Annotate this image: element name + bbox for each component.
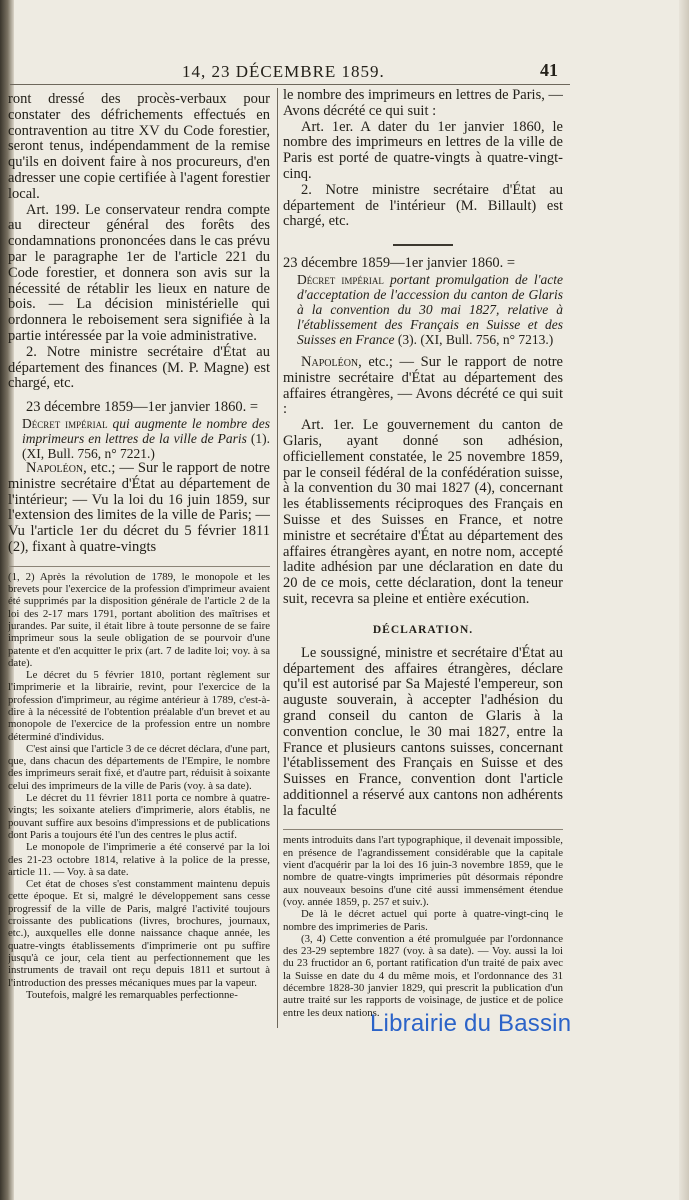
footnote: Cet état de choses s'est constamment maintenu depuis cette époque. Et si, malgré le développement sans cesse progressif de la ville de Paris, malgré l'activité toujours croissante des publications (livres, brochures, journaux, etc.), auxquelles elle donne naissance chaque année, les quatre-vingts établissements d'imprimerie ont pu suffire jusqu'à ce jour, cela tient au perfectionnement que les instruments de travail ont reçu depuis 1811 et surtout à l'introduction des presses mécaniques mues par la vapeur.	[8, 878, 270, 989]
paragraph: 2. Notre ministre secrétaire d'État au département de l'intérieur (M. Billault) est chargé, etc.	[283, 181, 563, 230]
sovereign-name: Napoléon	[26, 459, 84, 476]
paragraph: Art. 199. Le conservateur rendra compte au directeur général des forêts des condamnations prononcées dans le cas prévu par le paragraphe 1er de l'article 221 du Code forestier, et donnera son avis sur la nécessité de rétablir les lieux en nature de bois. — La décision ministérielle qui ordonnera le reboisement sera signifiée à la partie intéressée par la voie administrative.	[8, 201, 270, 344]
footnote: (1, 2) Après la révolution de 1789, le monopole et les brevets pour l'exercice de la profession d'imprimeur avaient été supprimés par la disposition générale de l'article 2 de la loi des 2-17 mars 1791, portant abolition des maîtrises et jurandes. Par suite, il était libre à toute personne de se faire imprimeur sous la seule obligation de se pourvoir d'une patente et d'en acquitter le prix (art. 7 de ladite loi; voy. à sa date).	[8, 570, 270, 669]
paragraph: Art. 1er. A dater du 1er janvier 1860, le nombre des imprimeurs en lettres de la ville de Paris est porté de quatre-vingts à quatre-vingt-cinq.	[283, 118, 563, 182]
decree-date: 23 décembre 1859—1er janvier 1860. =	[26, 399, 259, 416]
decree-reference: (3). (XI, Bull. 756, n° 7213.)	[397, 331, 554, 347]
paragraph: Art. 1er. Le gouvernement du canton de Glaris, ayant donné son adhésion, officiellement constatée, le 25 novembre 1859, par le conseil fédéral de la confédération suisse, à la convention du 30 mai 1827 (4), concernant les établissements réciproques des Français en Suisse et des Suisses en France, et notre ministre et secrétaire d'État au département des affaires étrangères ayant, en notre nom, accepté ladite adhésion par une déclaration en date du 20 de ce mois, cette déclaration, dont la teneur suit, recevra sa pleine et entière exécution.	[283, 417, 563, 607]
page-edge	[679, 0, 689, 1200]
footnotes-right	[283, 829, 563, 1018]
footnote: De là le décret actuel qui porte à quatre-vingt-cinq le nombre des imprimeries de Paris.	[283, 908, 563, 933]
footnote: Toutefois, malgré les remarquables perfectionne-	[26, 988, 238, 1001]
page-number: 41	[540, 60, 558, 80]
decree-date: 23 décembre 1859—1er janvier 1860. =	[283, 255, 516, 272]
footnote: Le décret du 5 février 1810, portant règlement sur l'imprimerie et la librairie, revint, pour l'exercice de la profession d'imprimeur, au régime antérieur à 1789, c'est-à-dire à la nécessité de l'obtention préalable d'un brevet et au monopole de l'exercice de la profession entre un nombre déterminé d'individus.	[8, 669, 270, 743]
footnote: (3, 4) Cette convention a été promulguée par l'ordonnance des 23-29 septembre 1827 (voy. à sa date). — Voy. aussi la loi du 23 fructidor an 6, portant ratification d'un traité de paix avec la Suisse en date du 4 du même mois, et l'ordonnance des 31 décembre 1828-30 janvier 1829, qui prescrit la publication d'un autre traité sur les rapports de voisinage, de justice et de police entre les deux nations.	[283, 932, 563, 1019]
footnote: C'est ainsi que l'article 3 de ce décret déclara, d'une part, que, dans chacun des départements de l'Empire, le nombre des imprimeurs serait fixé, et d'autre part, réduisit à soixante celui des imprimeurs de la ville de Paris (voy. à sa date).	[8, 742, 270, 792]
decree-title: qui augmente le nombre des imprimeurs en lettres de la ville de Paris	[22, 415, 270, 446]
paragraph: 2. Notre ministre secrétaire d'État au département des finances (M. P. Magne) est chargé, etc.	[8, 343, 270, 392]
sovereign-name: Napoléon	[301, 353, 359, 370]
paragraph: le nombre des imprimeurs en lettres de Paris, — Avons décrété ce qui suit :	[283, 88, 563, 119]
decree-title-block	[297, 272, 563, 347]
decree-reference: (1). (XI, Bull. 756, n° 7221.)	[22, 430, 270, 461]
paragraph	[283, 355, 563, 418]
watermark: Librairie du Bassin	[370, 1010, 572, 1037]
paragraph-text: , etc.; — Sur le rapport de notre ministre secrétaire d'État au département des affaires étrangères, — Avons décrété ce qui suit :	[283, 353, 563, 418]
paragraph	[8, 461, 270, 556]
footnotes-left	[8, 566, 270, 1001]
page-header	[0, 60, 689, 86]
decree-title-block	[22, 416, 270, 461]
separator-rule	[393, 244, 453, 246]
decree-label: Décret impérial	[297, 271, 384, 287]
paragraph-text: , etc.; — Sur le rapport de notre ministre secrétaire d'État au département de l'intérieur; — Vu la loi du 16 juin 1859, sur l'extension des limites de la ville de Paris; — Vu l'article 1er du décret du 5 février 1811 (2), fixant à quatre-vingts	[8, 459, 270, 555]
column-divider	[277, 88, 278, 1028]
decree-title: portant promulgation de l'acte d'acceptation de l'accession du canton de Glaris à la convention du 30 mai 1827, relative à l'établissement des Français en Suisse et des Suisses en France	[297, 271, 563, 347]
footnote: Le décret du 11 février 1811 porta ce nombre à quatre-vingts; les soixante ateliers d'imprimerie, alors établis, ne pouvant suffire aux besoins d'impressions et de publications dont Paris a toujours été l'un des centres le plus actif.	[8, 792, 270, 841]
right-column	[283, 88, 563, 1028]
footnote: Le monopole de l'imprimerie a été conservé par la loi des 21-23 octobre 1814, relative à la police de la presse, article 11. — Voy. à sa date.	[8, 841, 270, 878]
paragraph: ront dressé des procès-verbaux pour constater des défrichements effectués en contravention au titre XV du Code forestier, seront tenus, indépendamment de la remise qu'ils en doivent faire à nos procureurs, d'en adresser une copie certifiée à l'agent forestier local.	[8, 92, 270, 202]
paragraph: Le soussigné, ministre et secrétaire d'État au département des affaires étrangères, déclare qu'il est autorisé par Sa Majesté l'empereur, son auguste souverain, à accepter l'adhésion du grand conseil du canton de Glaris à la convention conclue, le 30 mai 1827, entre la France et plusieurs cantons suisses, concernant l'établissement des Français en Suisse et des Suisses en France, convention dont l'article additionnel a réservé aux cantons non adhérents la faculté	[283, 644, 563, 819]
left-column	[8, 92, 270, 1032]
section-title: DÉCLARATION.	[372, 623, 474, 636]
decree-label: Décret impérial	[22, 415, 108, 431]
footnote: ments introduits dans l'art typographique, il devenait impossible, en présence de l'agrandissement considérable que la capitale vient d'acquérir par la loi des 16 juin-3 novembre 1859, que le nombre de quatre-vingts imprimeries pût désormais répondre aux nouveaux besoins d'une cité aussi immensément étendue (voy. année 1859, p. 257 et suiv.).	[283, 834, 563, 908]
running-head: 14, 23 DÉCEMBRE 1859.	[182, 62, 385, 81]
header-rule	[10, 84, 570, 85]
